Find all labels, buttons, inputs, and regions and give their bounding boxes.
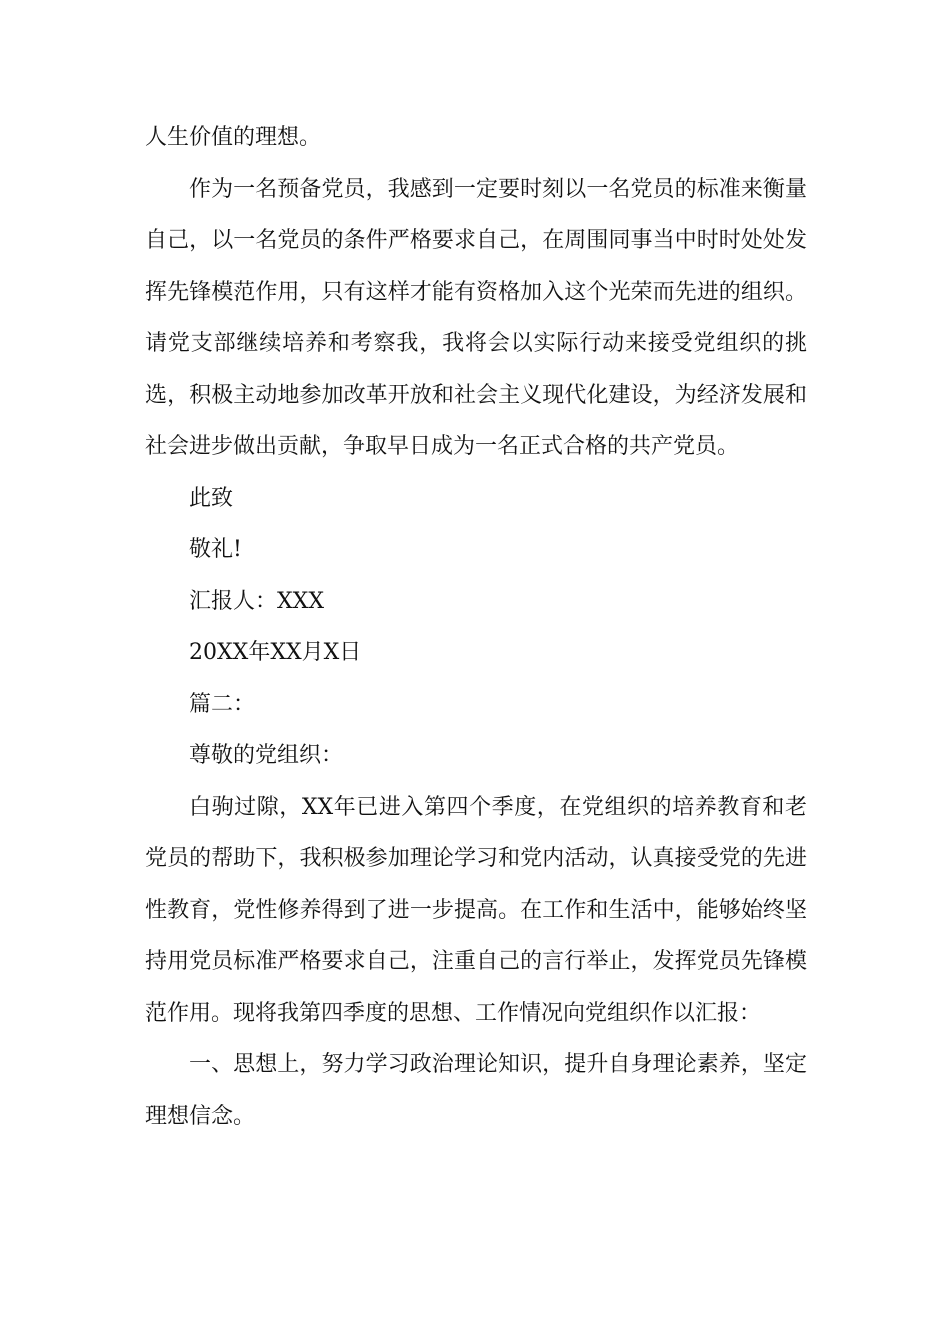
reporter-line: 汇报人：XXX — [189, 588, 324, 614]
paragraph-probationary-member: 作为一名预备党员，我感到一定要时刻以一名党员的标准来衡量自己，以一名党员的条件严格要求自己，在周围同事当中时时处处发挥先锋模范作用，只有这样才能有资格加入这个光荣而先进的组织。请党支部继续培养和考察我，我将会以实际行动来接受党组织的挑选，积极主动地参加改革开放和社会主义现代化建设，为经济发展和社会进步做出贡献，争取早日成为一名正式合格的共产党员。 — [145, 176, 807, 459]
closing-salutation: 此致 — [189, 485, 234, 511]
closing-respect: 敬礼! — [189, 537, 242, 562]
section-heading: 篇二： — [189, 691, 256, 717]
document-body — [145, 112, 807, 1142]
date-line: 20XX年XX月X日 — [189, 640, 362, 665]
paragraph-continuation: 人生价值的理想。 — [145, 125, 322, 150]
greeting: 尊敬的党组织： — [189, 743, 344, 768]
paragraph-fourth-quarter: 白驹过隙，XX年已进入第四个季度，在党组织的培养教育和老党员的帮助下，我积极参加理论学习和党内活动，认真接受党的先进性教育，党性修养得到了进一步提高。在工作和生活中，能够始终坚持用党员标准严格要求自己，注重自己的言行举止，发挥党员先锋模范作用。现将我第四季度的思想、工作情况向党组织作以汇报： — [145, 794, 807, 1026]
paragraph-ideology: 一、思想上，努力学习政治理论知识，提升自身理论素养，坚定理想信念。 — [145, 1052, 807, 1129]
